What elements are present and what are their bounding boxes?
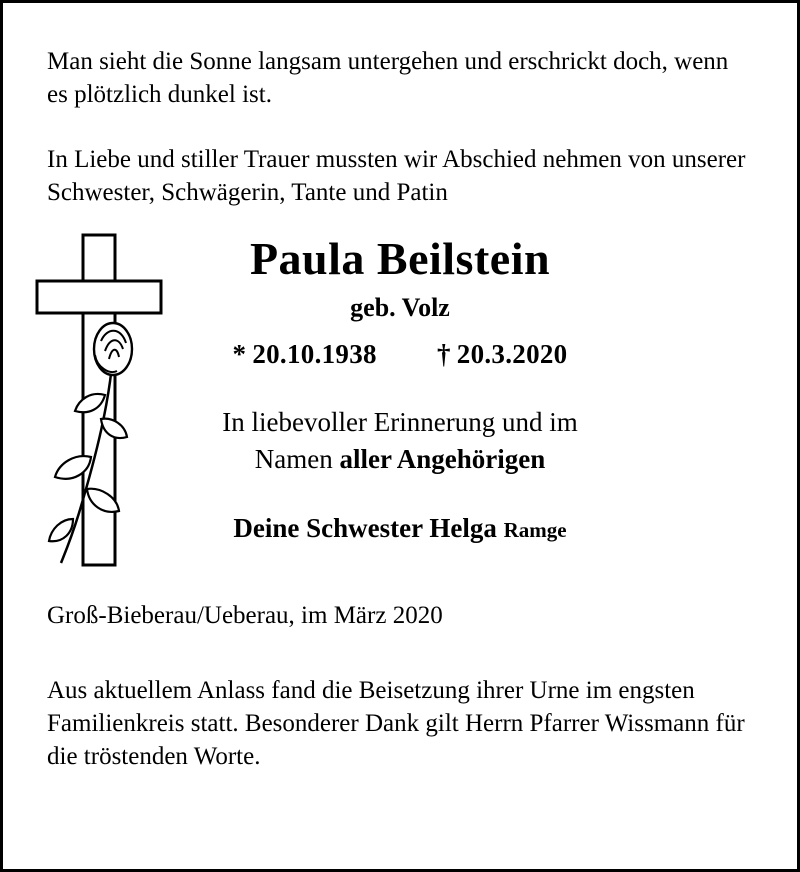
life-dates [47,339,753,370]
memory-text-line2-bold: aller Angehörigen [339,443,546,474]
mourning-text: In Liebe und stiller Trauer mussten wir Abschied nehmen von unserer Schwester, Schwägerin, Tante und Patin [47,146,746,206]
place-and-date: Groß-Bieberau/Ueberau, im März 2020 [47,602,443,630]
memory-text-line2 [47,441,753,477]
birth-symbol-icon: * [232,339,247,370]
sister-surname: Ramge [503,518,567,543]
maiden-name: geb. Volz [350,293,450,323]
intro-verse: Man sieht die Sonne langsam untergehen und erschrickt doch, wenn es plötzlich dunkel ist. [47,48,729,108]
deceased-block [47,235,753,544]
deceased-name: Paula Beilstein [249,233,551,284]
memory-text [47,404,753,477]
memory-text-line1: In liebevoller Erinnerung und im [222,407,578,438]
memory-text-line2-prefix: Namen [254,443,340,474]
birth-date: 20.10.1938 [252,339,377,370]
sister-name: Deine Schwester Helga [233,513,497,544]
death-symbol-icon: † [436,339,451,370]
closing-text: Aus aktuellem Anlass fand die Beisetzung ihrer Urne im engsten Familienkreis statt. Besonderer Dank gilt Herrn Pfarrer Wissmann für die tröstenden Worte. [47,677,745,771]
death-date: 20.3.2020 [456,339,568,370]
sister-line [47,513,753,544]
